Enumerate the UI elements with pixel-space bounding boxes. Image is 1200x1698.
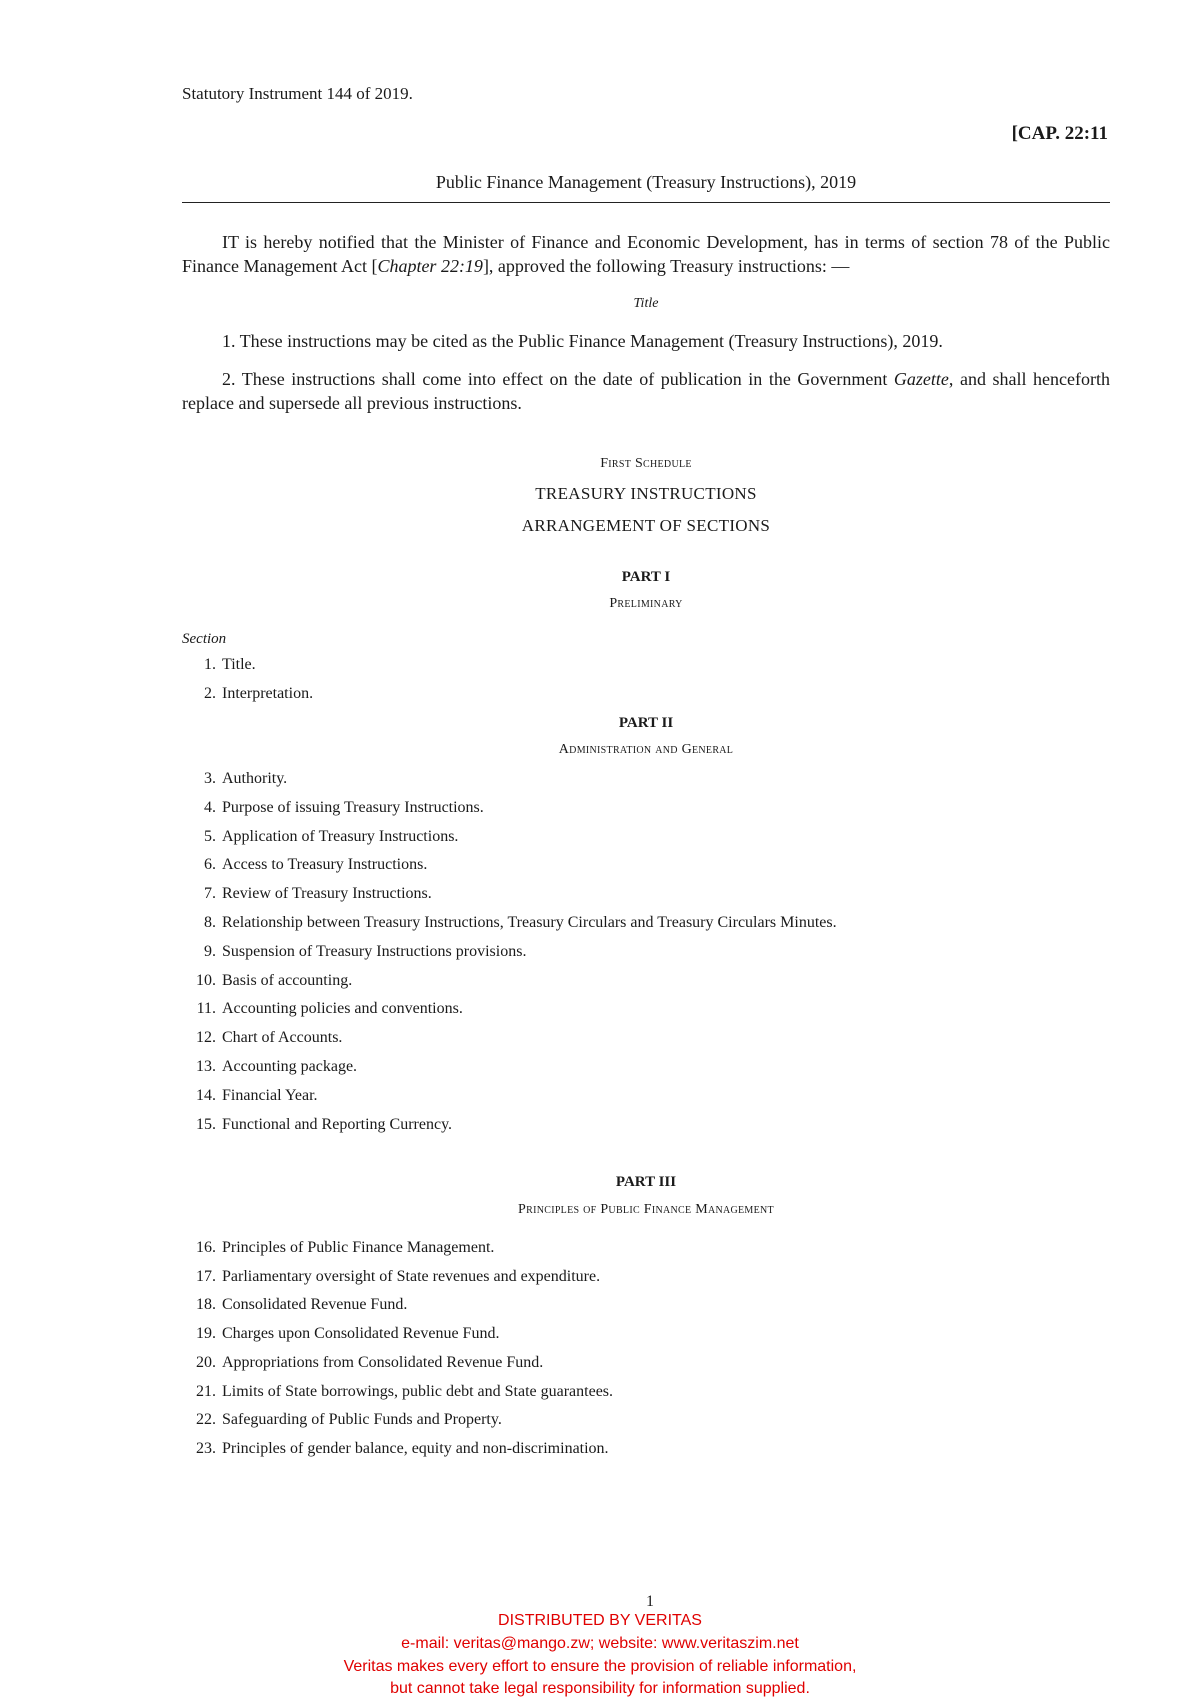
toc-item-title: Title. (222, 656, 256, 673)
toc-item-title: Financial Year. (222, 1086, 318, 1104)
toc-item-number: 17. (196, 1267, 216, 1285)
toc-item-number: 12. (196, 1029, 216, 1047)
toc-item-title: Safeguarding of Public Funds and Property. (222, 1411, 502, 1429)
toc-item (190, 1411, 502, 1429)
toc-item-number: 16. (196, 1239, 216, 1256)
toc-item-title: Authority. (222, 770, 288, 787)
part-heading: PART II (618, 715, 674, 731)
toc-item-number: 4. (204, 798, 216, 816)
toc-item-number: 23. (196, 1439, 216, 1457)
toc-item (190, 1325, 499, 1343)
toc-item (190, 856, 427, 874)
intro-paragraph (182, 230, 1110, 278)
toc-item-number: 1. (204, 656, 216, 673)
toc-item-title: Principles of Public Finance Management. (222, 1239, 495, 1256)
toc-item-title: Accounting package. (222, 1058, 358, 1075)
toc-item-number: 2. (204, 685, 216, 702)
toc-item-number: 18. (196, 1296, 216, 1314)
footer-distributed: DISTRIBUTED BY VERITAS (498, 1612, 702, 1629)
toc-item (190, 828, 458, 846)
toc-item-number: 8. (204, 914, 216, 931)
toc-item-number: 21. (196, 1382, 216, 1400)
toc-item-title: Functional and Reporting Currency. (222, 1115, 453, 1133)
toc-item-title: Basis of accounting. (222, 971, 353, 989)
toc-item-title: Consolidated Revenue Fund. (222, 1296, 408, 1314)
toc-item (190, 1058, 357, 1076)
part-subtitle: Preliminary (609, 596, 683, 611)
toc-item-title: Parliamentary oversight of State revenues and expenditure. (222, 1267, 601, 1285)
toc-item (190, 914, 837, 932)
toc-item-number: 15. (196, 1115, 216, 1133)
clause-2-text-b: , and shall henceforth replace and supersede all previous instructions. (182, 369, 1110, 413)
toc-item-title: Purpose of issuing Treasury Instructions. (222, 798, 484, 816)
intro-chapter: Chapter 22:19 (377, 256, 483, 276)
toc-item (190, 1354, 543, 1372)
footer-contact: e-mail: veritas@mango.zw; website: www.veritaszim.net (401, 1635, 799, 1652)
toc-item (190, 1296, 407, 1314)
toc-item-number: 5. (204, 827, 216, 845)
clause-2 (182, 367, 1110, 415)
part-heading: PART I (621, 569, 671, 585)
part-subtitle: Principles of Public Finance Management (518, 1202, 774, 1217)
footer-disclaimer-2: but cannot take legal responsibility for information supplied. (390, 1680, 810, 1697)
footer-disclaimer-1: Veritas makes every effort to ensure the provision of reliable information, (343, 1658, 857, 1675)
clause-1-text: 1. These instructions may be cited as the Public Finance Management (Treasury Instructions), 2019. (222, 331, 943, 351)
clause-2-text-a: 2. These instructions shall come into effect on the date of publication in the Government (222, 369, 894, 389)
toc-item-title: Charges upon Consolidated Revenue Fund. (222, 1325, 500, 1343)
toc-item-title: Relationship between Treasury Instructions, Treasury Circulars and Treasury Circulars Minutes. (222, 914, 837, 931)
toc-item-title: Chart of Accounts. (222, 1029, 343, 1047)
part-subtitle: Administration and General (558, 742, 734, 757)
schedule-label: First Schedule (600, 456, 692, 471)
toc-item-number: 13. (196, 1058, 216, 1075)
toc-item (190, 1383, 613, 1401)
toc-item (190, 1087, 318, 1105)
toc-item (190, 943, 526, 961)
toc-item-number: 7. (204, 885, 216, 903)
toc-item-number: 10. (196, 971, 216, 989)
toc-item-number: 20. (196, 1353, 216, 1371)
toc-item (190, 1239, 494, 1257)
toc-item-title: Interpretation. (222, 685, 314, 702)
toc-item (190, 1029, 342, 1047)
toc-item-title: Suspension of Treasury Instructions provisions. (222, 942, 527, 960)
toc-item (190, 770, 287, 788)
toc-item-number: 19. (196, 1325, 216, 1343)
toc-item-title: Review of Treasury Instructions. (222, 885, 432, 903)
act-title: Public Finance Management (Treasury Instructions), 2019 (435, 172, 857, 192)
toc-item-number: 11. (196, 1000, 216, 1018)
toc-item (190, 685, 313, 703)
toc-item-title: Accounting policies and conventions. (222, 1000, 463, 1018)
toc-item (190, 972, 352, 990)
toc-item (190, 1268, 600, 1286)
toc-item-number: 9. (204, 942, 216, 960)
toc-item-number: 14. (196, 1086, 216, 1104)
title-heading: Title (633, 296, 659, 311)
toc-item-number: 3. (204, 770, 216, 787)
toc-item-number: 6. (204, 856, 216, 874)
toc-item-title: Application of Treasury Instructions. (222, 827, 459, 845)
clause-2-gazette: Gazette (893, 369, 949, 389)
page-number: 1 (646, 1593, 654, 1610)
toc-item-title: Limits of State borrowings, public debt and State guarantees. (222, 1382, 614, 1400)
clause-1 (182, 329, 1110, 353)
intro-text-a: IT is hereby notified that the Minister of Finance and Economic Development, has in terms of section 78 of the Public Finance Management Act [ (182, 232, 1110, 276)
toc-item (190, 799, 484, 817)
toc-item (190, 885, 432, 903)
chapter-reference: [CAP. 22:11 (1011, 123, 1108, 144)
toc-item (190, 656, 256, 674)
section-column-label: Section (182, 631, 227, 647)
header-divider (182, 202, 1110, 203)
statutory-instrument-number: Statutory Instrument 144 of 2019. (182, 84, 413, 103)
toc-item-title: Principles of gender balance, equity and non-discrimination. (222, 1439, 609, 1457)
toc-item-number: 22. (196, 1411, 216, 1429)
toc-item-title: Access to Treasury Instructions. (222, 856, 428, 874)
toc-item (190, 1440, 609, 1458)
toc-item-title: Appropriations from Consolidated Revenue Fund. (222, 1353, 544, 1371)
part-heading: PART III (615, 1174, 677, 1190)
arrangement-title: ARRANGEMENT OF SECTIONS (521, 516, 771, 535)
toc-item (190, 1116, 452, 1134)
intro-text-b: ], approved the following Treasury instructions: — (482, 256, 850, 276)
toc-item (190, 1000, 463, 1018)
schedule-title: TREASURY INSTRUCTIONS (535, 484, 757, 503)
